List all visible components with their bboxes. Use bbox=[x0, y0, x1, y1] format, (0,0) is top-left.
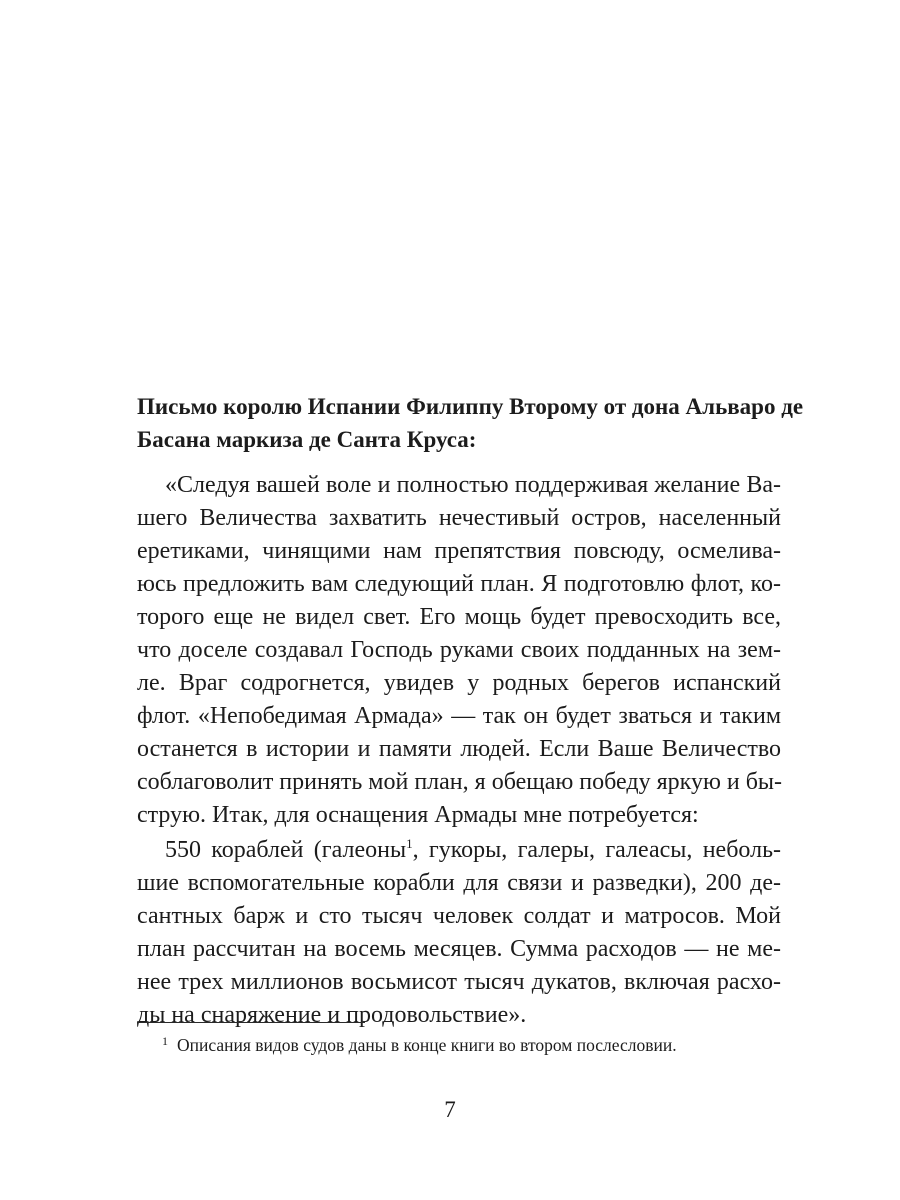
paragraph-line: юсь предложить вам следующий план. Я подготовлю флот, ко- bbox=[137, 571, 781, 597]
paragraph-line: еретиками, чинящими нам препятствия повсюду, осмелива- bbox=[137, 538, 781, 564]
paragraph-line: «Следуя вашей воле и полностью поддерживая желание Ва- bbox=[165, 472, 781, 498]
footnote-reference[interactable]: 1 bbox=[406, 836, 413, 851]
paragraph-line: что доселе создавал Господь руками своих подданных на зем- bbox=[137, 637, 781, 663]
footnote-mark: 1 bbox=[162, 1034, 168, 1048]
heading-line: Басана маркиза де Санта Круса: bbox=[137, 427, 477, 452]
paragraph-line: ды на снаряжение и продовольствие». bbox=[137, 1002, 527, 1028]
paragraph-line: ле. Враг содрогнется, увидев у родных берегов испанский bbox=[137, 670, 781, 696]
letter-heading bbox=[137, 390, 804, 456]
paragraph-line bbox=[137, 834, 781, 867]
footnote-text: Описания видов судов даны в конце книги во втором послесловии. bbox=[177, 1035, 677, 1055]
paragraph-line: останется в истории и памяти людей. Если Ваше Величество bbox=[137, 736, 781, 762]
heading-line: Письмо королю Испании Филиппу Второму от дона Альваро де bbox=[137, 394, 804, 419]
paragraph-line: план рассчитан на восемь месяцев. Сумма расходов — не ме- bbox=[137, 936, 781, 962]
letter-paragraph-1 bbox=[137, 469, 781, 832]
paragraph-line: флот. «Непобедимая Армада» — так он будет зваться и таким bbox=[137, 703, 781, 729]
letter-paragraph-2 bbox=[137, 834, 781, 1032]
page-number: 7 bbox=[444, 1097, 456, 1122]
footnote-divider bbox=[137, 1022, 365, 1023]
paragraph-text: , гукоры, галеры, галеасы, неболь- bbox=[412, 837, 781, 863]
paragraph-text: 550 кораблей (галеоны bbox=[165, 837, 407, 863]
paragraph-line: струю. Итак, для оснащения Армады мне потребуется: bbox=[137, 802, 699, 828]
paragraph-line: торого еще не видел свет. Его мощь будет превосходить все, bbox=[137, 604, 781, 630]
footnote bbox=[162, 1029, 677, 1057]
paragraph-line: сантных барж и сто тысяч человек солдат и матросов. Мой bbox=[137, 903, 781, 929]
paragraph-line: шего Величества захватить нечестивый остров, населенный bbox=[137, 505, 781, 531]
paragraph-line: шие вспомогательные корабли для связи и разведки), 200 де- bbox=[137, 870, 781, 896]
main-text bbox=[137, 390, 804, 1032]
paragraph-line: соблаговолит принять мой план, я обещаю победу яркую и бы- bbox=[137, 769, 783, 795]
paragraph-line: нее трех миллионов восьмисот тысяч дукатов, включая расхо- bbox=[137, 969, 781, 995]
